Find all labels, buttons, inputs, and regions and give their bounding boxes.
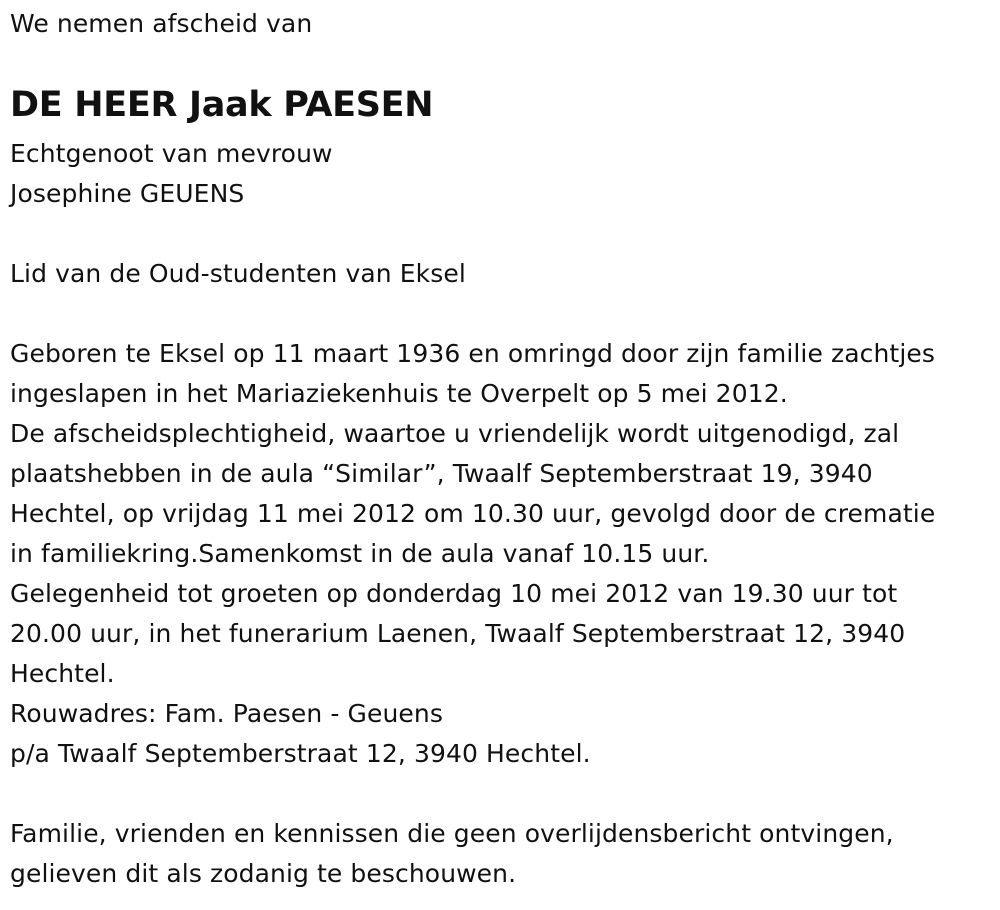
body-line: in familiekring.Samenkomst in de aula vanaf 10.15 uur.: [10, 539, 710, 568]
membership-text: Lid van de Oud-studenten van Eksel: [10, 259, 466, 288]
closing-text: [10, 814, 894, 894]
mourning-address-label: Rouwadres: Fam. Paesen - Geuens: [10, 699, 443, 728]
body-line: 20.00 uur, in het funerarium Laenen, Twaalf Septemberstraat 12, 3940: [10, 619, 906, 648]
body-line: plaatshebben in de aula “Similar”, Twaalf Septemberstraat 19, 3940: [10, 459, 873, 488]
body-line: ingeslapen in het Mariaziekenhuis te Overpelt op 5 mei 2012.: [10, 379, 788, 408]
spouse-line: Echtgenoot van mevrouw: [10, 139, 333, 168]
mourning-address: p/a Twaalf Septemberstraat 12, 3940 Hechtel.: [10, 739, 591, 768]
body-line: Hechtel.: [10, 659, 115, 688]
closing-line: gelieven dit als zodanig te beschouwen.: [10, 859, 517, 888]
body-line: Geboren te Eksel op 11 maart 1936 en omringd door zijn familie zachtjes: [10, 339, 935, 368]
spouse-block: [10, 134, 333, 214]
body-line: De afscheidsplechtigheid, waartoe u vriendelijk wordt uitgenodigd, zal: [10, 419, 900, 448]
intro-text: We nemen afscheid van: [10, 9, 313, 38]
body-line: Hechtel, op vrijdag 11 mei 2012 om 10.30 uur, gevolgd door de crematie: [10, 499, 936, 528]
deceased-name: DE HEER Jaak PAESEN: [10, 85, 434, 125]
closing-line: Familie, vrienden en kennissen die geen overlijdensbericht ontvingen,: [10, 819, 894, 848]
spouse-name: Josephine GEUENS: [10, 179, 245, 208]
notice-body: [10, 334, 935, 774]
body-line: Gelegenheid tot groeten op donderdag 10 mei 2012 van 19.30 uur tot: [10, 579, 898, 608]
